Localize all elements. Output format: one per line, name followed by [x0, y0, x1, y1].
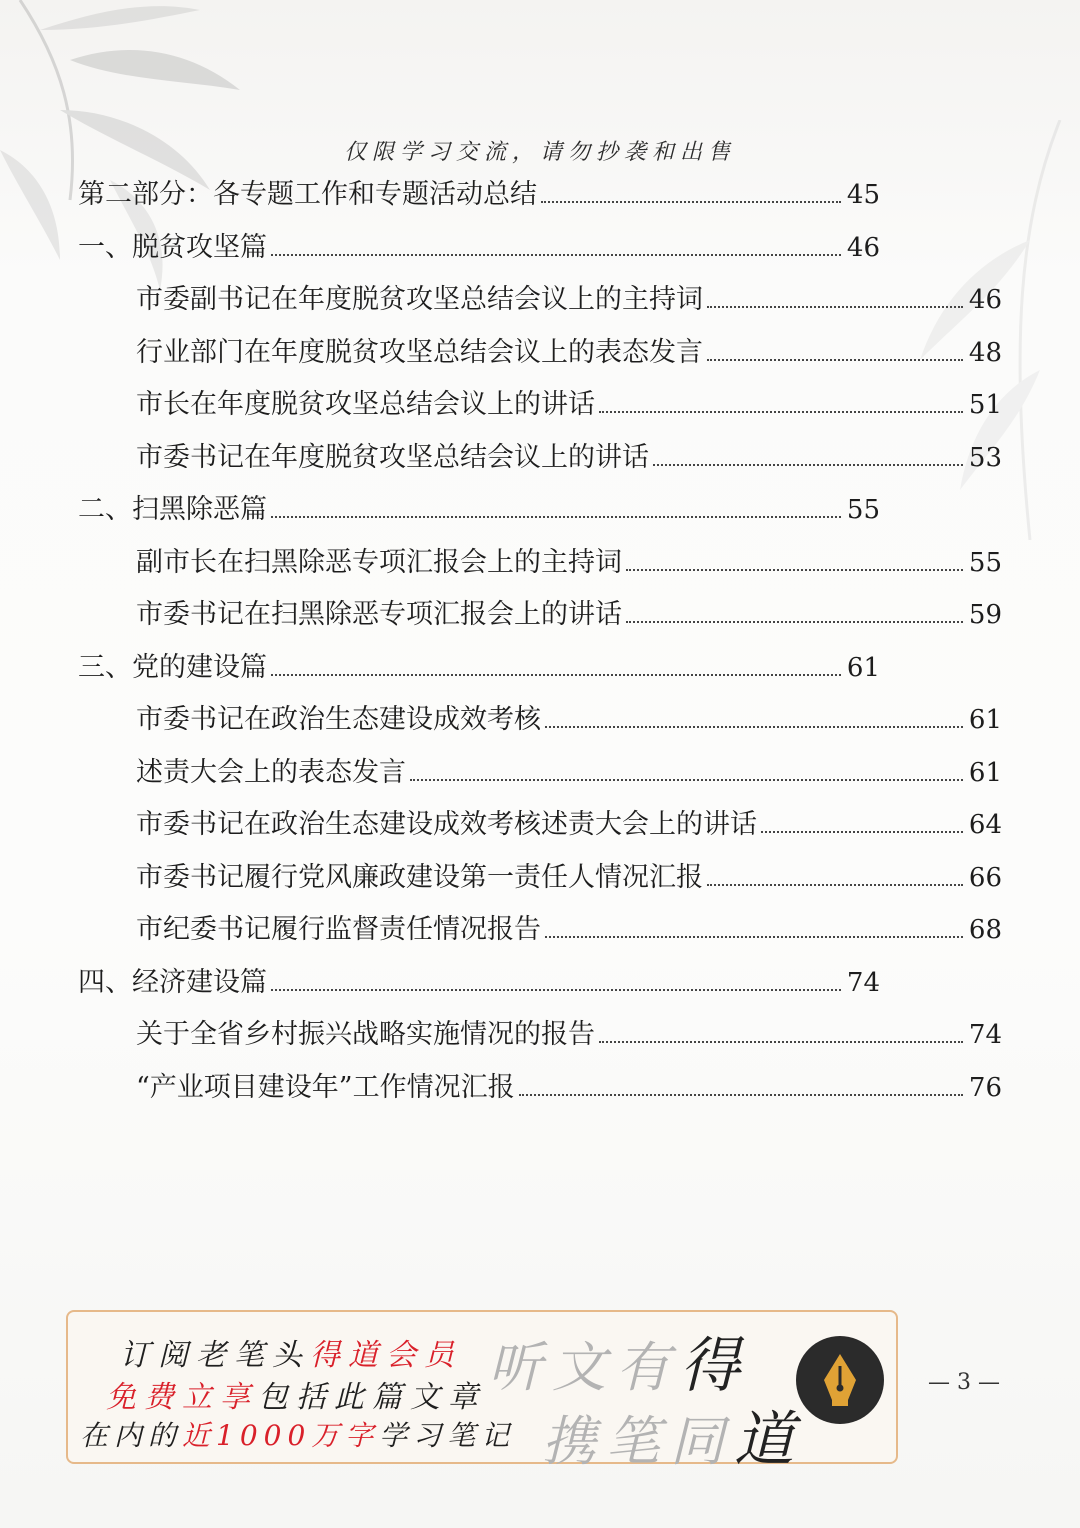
toc-page-number: 66: [968, 862, 1002, 893]
toc-title: 二、扫黑除恶篇: [78, 494, 267, 525]
toc-leader-dots: [271, 253, 841, 256]
toc-leader-dots: [761, 830, 963, 833]
toc-page-number: 61: [968, 705, 1002, 735]
toc-title: “产业项目建设年”工作情况汇报: [136, 1071, 515, 1103]
banner-text-subscribe: 订阅老笔头: [120, 1338, 310, 1373]
toc-page-number: 68: [968, 915, 1002, 945]
toc-page-number: 74: [968, 1020, 1002, 1050]
toc-title: 市委书记在年度脱贫攻坚总结会议上的讲话: [136, 441, 649, 473]
toc-page-number: 61: [968, 757, 1002, 788]
toc-title: 关于全省乡村振兴战略实施情况的报告: [136, 1019, 595, 1050]
toc-leader-dots: [707, 358, 963, 361]
toc-page-number: 61: [846, 652, 880, 683]
toc-entry[interactable]: [136, 802, 1002, 854]
toc-page-number: 48: [968, 337, 1002, 368]
toc-entry[interactable]: [136, 435, 1002, 487]
toc-page-number: 74: [846, 967, 880, 998]
fountain-pen-nib-icon: [796, 1336, 884, 1424]
banner-text-includes: 包括此篇文章: [258, 1380, 486, 1415]
toc-page-number: 59: [968, 600, 1002, 630]
toc-page-number: 76: [968, 1072, 1002, 1103]
page-number: — 3 —: [928, 1370, 1000, 1395]
toc-title: 市委书记在扫黑除恶专项汇报会上的讲话: [136, 599, 622, 630]
toc-title: 四、经济建设篇: [78, 966, 267, 998]
toc-title: 副市长在扫黑除恶专项汇报会上的主持词: [136, 546, 622, 578]
slogan1-dark-text: 得: [680, 1331, 750, 1401]
banner-line-free: [106, 1372, 486, 1416]
toc-section[interactable]: [78, 960, 880, 1012]
banner-text-within: 在内的: [80, 1419, 183, 1452]
banner-text-notes: 学习笔记: [379, 1419, 516, 1452]
toc-leader-dots: [707, 305, 963, 308]
toc-page-number: 46: [846, 232, 880, 263]
toc-leader-dots: [545, 725, 963, 728]
slogan1-light-text: 听文有: [488, 1336, 680, 1399]
toc-section[interactable]: [78, 225, 880, 277]
toc-entry[interactable]: [136, 697, 1002, 749]
toc-page-number: 55: [846, 495, 880, 525]
banner-text-free: 免费立享: [106, 1380, 258, 1415]
banner-slogan-line2: [542, 1392, 804, 1478]
toc-leader-dots: [545, 935, 963, 938]
toc-entry[interactable]: [136, 277, 1002, 329]
toc-title: 市长在年度脱贫攻坚总结会议上的讲话: [136, 389, 595, 420]
promo-banner[interactable]: [66, 1310, 898, 1475]
toc-title: 市委书记在政治生态建设成效考核: [136, 704, 541, 735]
toc-entry[interactable]: [136, 855, 1002, 907]
toc-leader-dots: [271, 988, 841, 991]
toc-page-number: 45: [846, 180, 880, 210]
toc-page-number: 46: [968, 285, 1002, 315]
toc-entry[interactable]: [136, 330, 1002, 382]
toc-section[interactable]: [78, 487, 880, 539]
toc-title: 市委书记履行党风廉政建设第一责任人情况汇报: [136, 861, 703, 893]
slogan2-light-text: 携笔同: [542, 1410, 734, 1473]
toc-leader-dots: [541, 200, 841, 203]
toc-title: 市委书记在政治生态建设成效考核述责大会上的讲话: [136, 809, 757, 840]
banner-line-subscribe: [120, 1330, 462, 1374]
toc-entry[interactable]: [136, 382, 1002, 434]
toc-leader-dots: [707, 883, 963, 886]
toc-title: 市委副书记在年度脱贫攻坚总结会议上的主持词: [136, 284, 703, 315]
toc-title: 述责大会上的表态发言: [136, 756, 406, 788]
toc-entry[interactable]: [136, 1012, 1002, 1064]
toc-page-number: 55: [968, 547, 1002, 578]
toc-page-number: 53: [968, 442, 1002, 473]
toc-leader-dots: [626, 620, 963, 623]
banner-text-word-count: 近1000万字: [182, 1419, 380, 1452]
toc-leader-dots: [653, 463, 963, 466]
toc-leader-dots: [519, 1093, 963, 1096]
banner-line-notes: [80, 1414, 515, 1454]
toc-title: 三、党的建设篇: [78, 651, 267, 683]
slogan2-dark-text: 道: [734, 1405, 804, 1475]
toc-section[interactable]: [78, 645, 880, 697]
toc-page-number: 51: [968, 390, 1002, 420]
toc-entry[interactable]: [136, 540, 1002, 592]
toc-entry[interactable]: [136, 1065, 1002, 1117]
toc-leader-dots: [626, 568, 963, 571]
toc-page-number: 64: [968, 810, 1002, 840]
toc-title: 第二部分：各专题工作和专题活动总结: [78, 179, 537, 210]
toc-title: 一、脱贫攻坚篇: [78, 231, 267, 263]
toc-entry[interactable]: [136, 750, 1002, 802]
toc-entry[interactable]: [136, 907, 1002, 959]
toc-title: 行业部门在年度脱贫攻坚总结会议上的表态发言: [136, 336, 703, 368]
toc-leader-dots: [599, 410, 963, 413]
toc-title: 市纪委书记履行监督责任情况报告: [136, 914, 541, 945]
banner-text-membership: 得道会员: [310, 1338, 462, 1373]
toc-entry[interactable]: [136, 592, 1002, 644]
toc-leader-dots: [599, 1040, 963, 1043]
toc-leader-dots: [410, 778, 963, 781]
toc-part-heading[interactable]: [78, 172, 880, 224]
copyright-notice: 仅限学习交流，请勿抄袭和出售: [343, 140, 736, 165]
toc-leader-dots: [271, 673, 841, 676]
toc-leader-dots: [271, 515, 841, 518]
